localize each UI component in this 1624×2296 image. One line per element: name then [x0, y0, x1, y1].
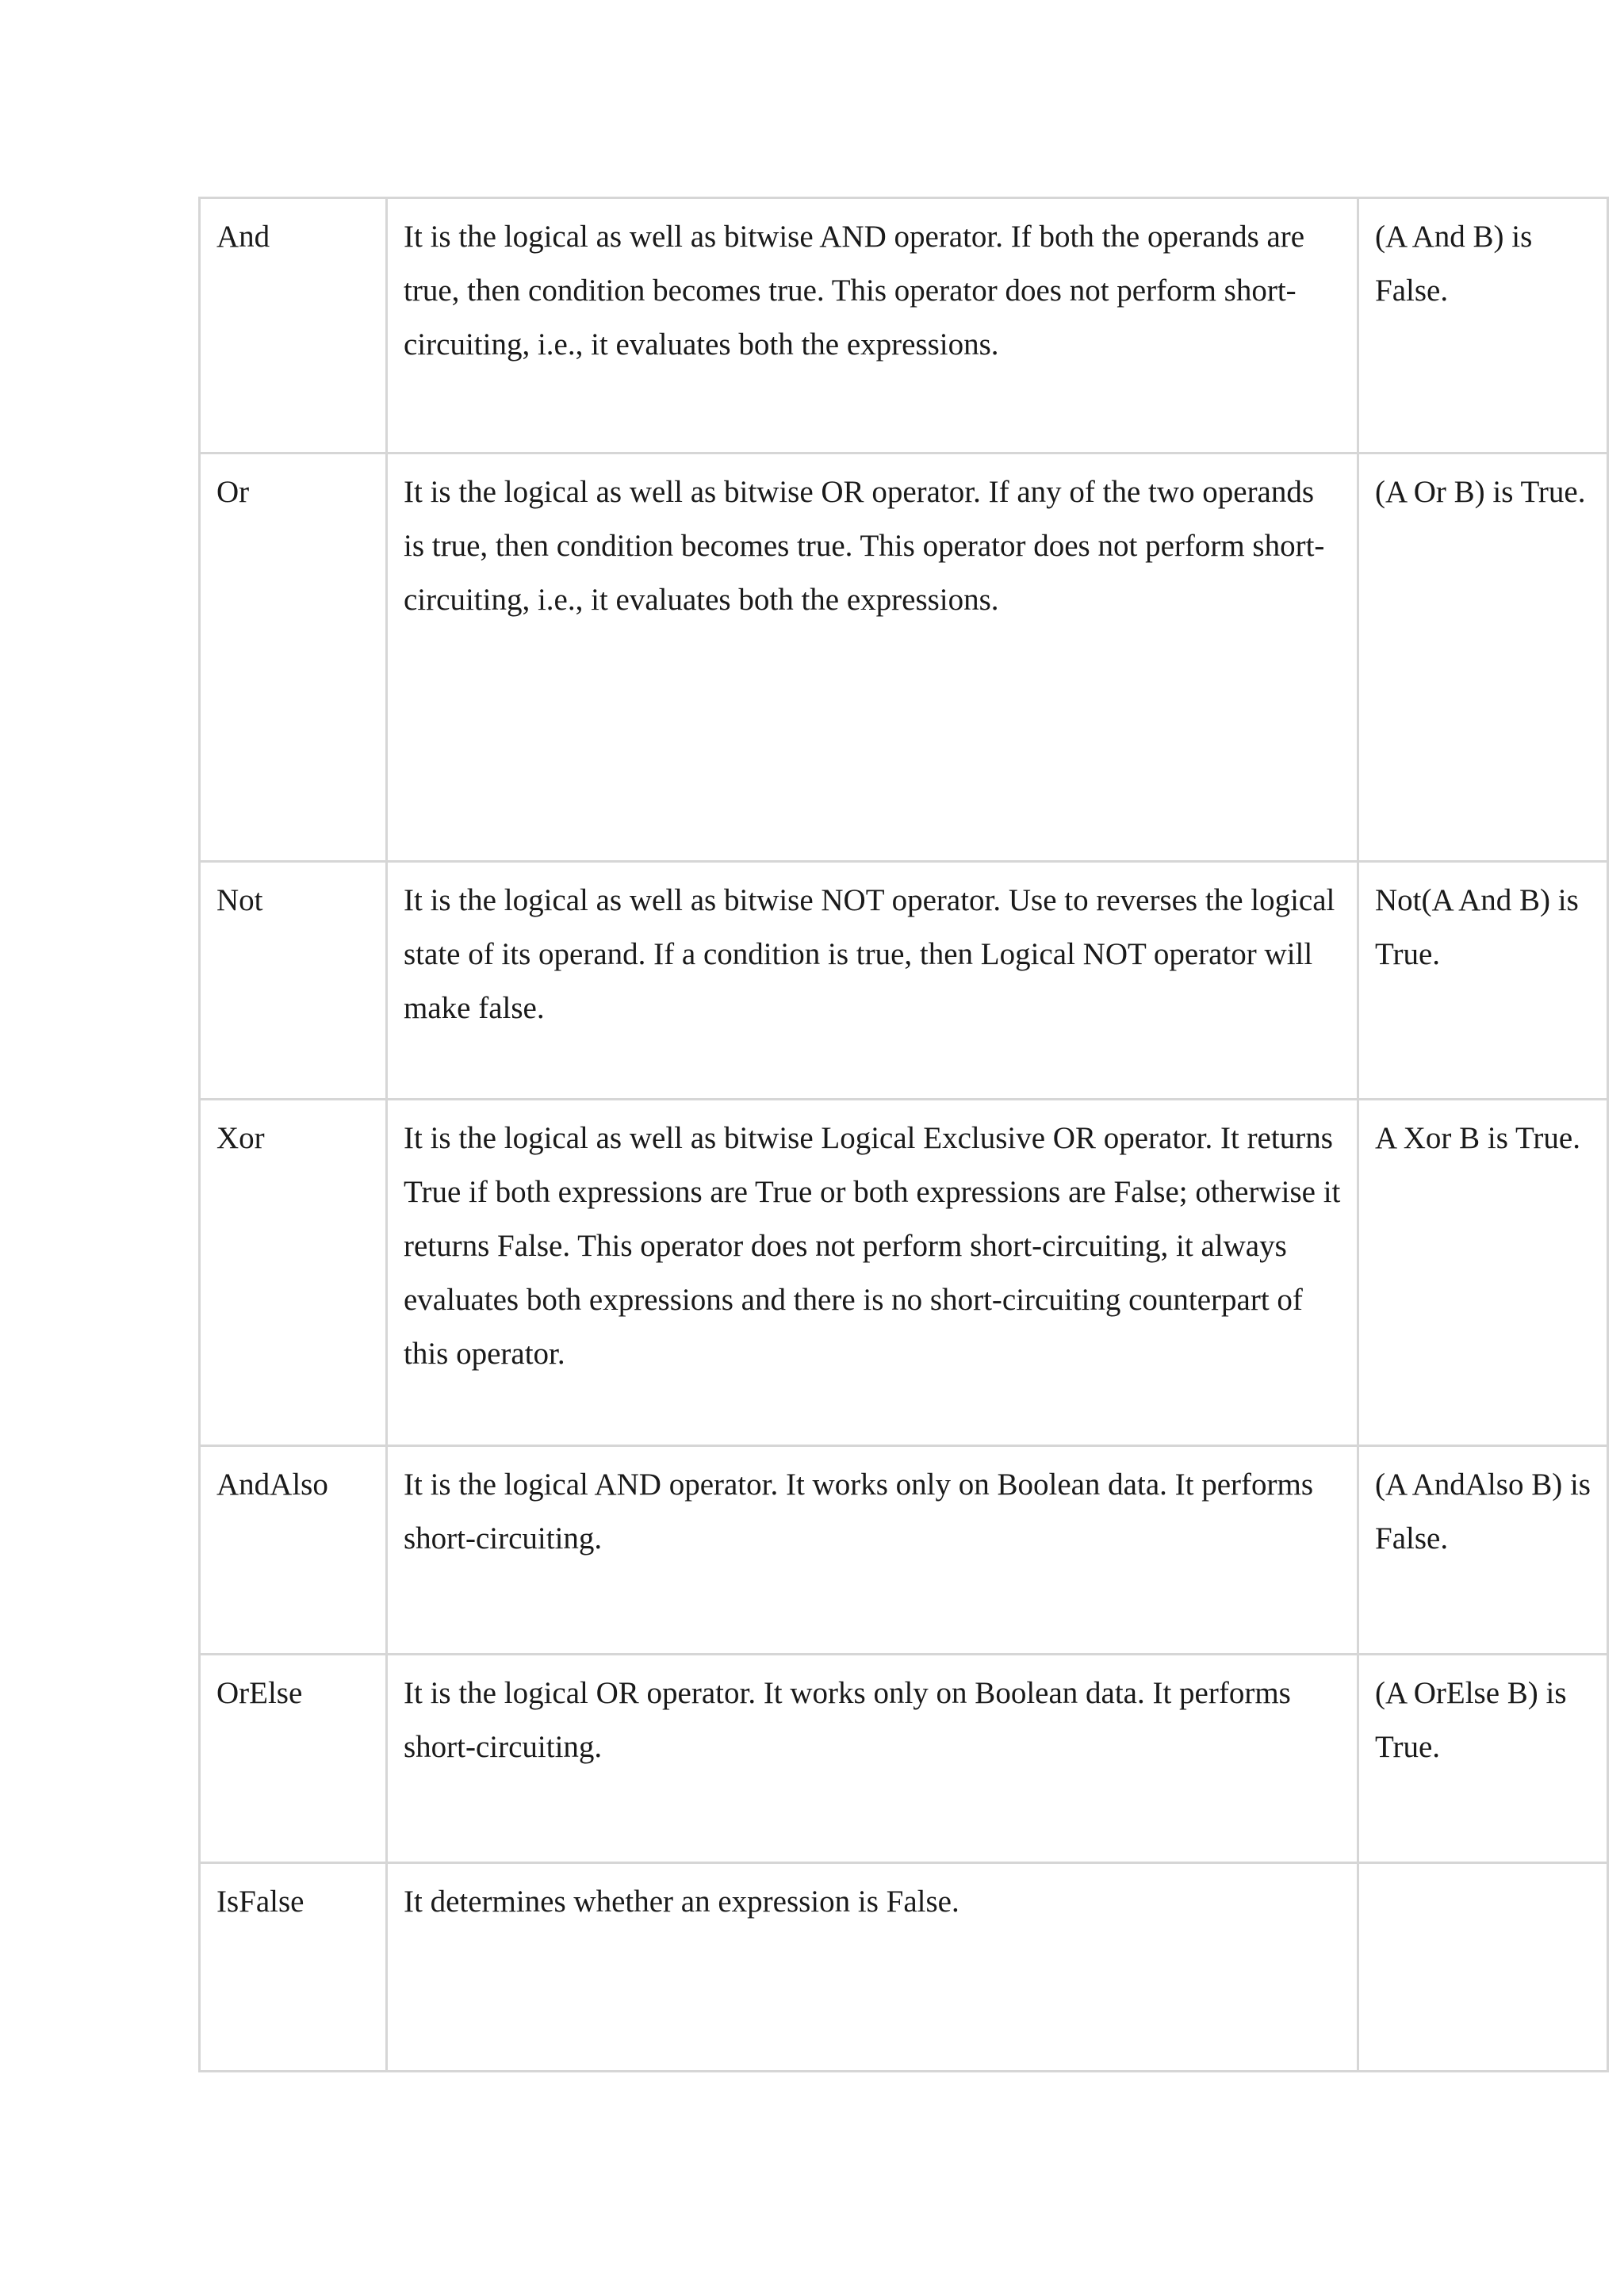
- table-row: [200, 862, 1608, 1100]
- table-row: [200, 453, 1608, 862]
- table-row: [200, 1655, 1608, 1863]
- description-cell: It is the logical as well as bitwise Logical Exclusive OR operator. It returns True if both expressions are True or both expressions are False; otherwise it returns False. This operator does not perform short-circuiting, it always evaluates both expressions and there is no short-circuiting counterpart of this operator.: [387, 1100, 1358, 1446]
- operators-table: [198, 197, 1609, 2072]
- example-cell: A Xor B is True.: [1358, 1100, 1608, 1446]
- description-cell: It is the logical as well as bitwise OR operator. If any of the two operands is true, then condition becomes true. This operator does not perform short-circuiting, i.e., it evaluates both the expressions.: [387, 453, 1358, 862]
- table-row: [200, 1863, 1608, 2072]
- table-row: [200, 1446, 1608, 1655]
- operator-cell: OrElse: [200, 1655, 387, 1863]
- operator-cell: Not: [200, 862, 387, 1100]
- example-cell: (A And B) is False.: [1358, 198, 1608, 453]
- description-cell: It is the logical AND operator. It works only on Boolean data. It performs short-circuiting.: [387, 1446, 1358, 1655]
- example-cell: (A AndAlso B) is False.: [1358, 1446, 1608, 1655]
- operator-cell: Xor: [200, 1100, 387, 1446]
- example-cell: (A Or B) is True.: [1358, 453, 1608, 862]
- operator-cell: And: [200, 198, 387, 453]
- description-cell: It is the logical as well as bitwise AND operator. If both the operands are true, then condition becomes true. This operator does not perform short-circuiting, i.e., it evaluates both the expressions.: [387, 198, 1358, 453]
- operator-cell: IsFalse: [200, 1863, 387, 2072]
- example-cell: [1358, 1863, 1608, 2072]
- description-cell: It is the logical as well as bitwise NOT operator. Use to reverses the logical state of its operand. If a condition is true, then Logical NOT operator will make false.: [387, 862, 1358, 1100]
- operator-cell: AndAlso: [200, 1446, 387, 1655]
- description-cell: It is the logical OR operator. It works only on Boolean data. It performs short-circuiting.: [387, 1655, 1358, 1863]
- operator-cell: Or: [200, 453, 387, 862]
- example-cell: Not(A And B) is True.: [1358, 862, 1608, 1100]
- table-row: [200, 1100, 1608, 1446]
- example-cell: (A OrElse B) is True.: [1358, 1655, 1608, 1863]
- table-row: [200, 198, 1608, 453]
- description-cell: It determines whether an expression is False.: [387, 1863, 1358, 2072]
